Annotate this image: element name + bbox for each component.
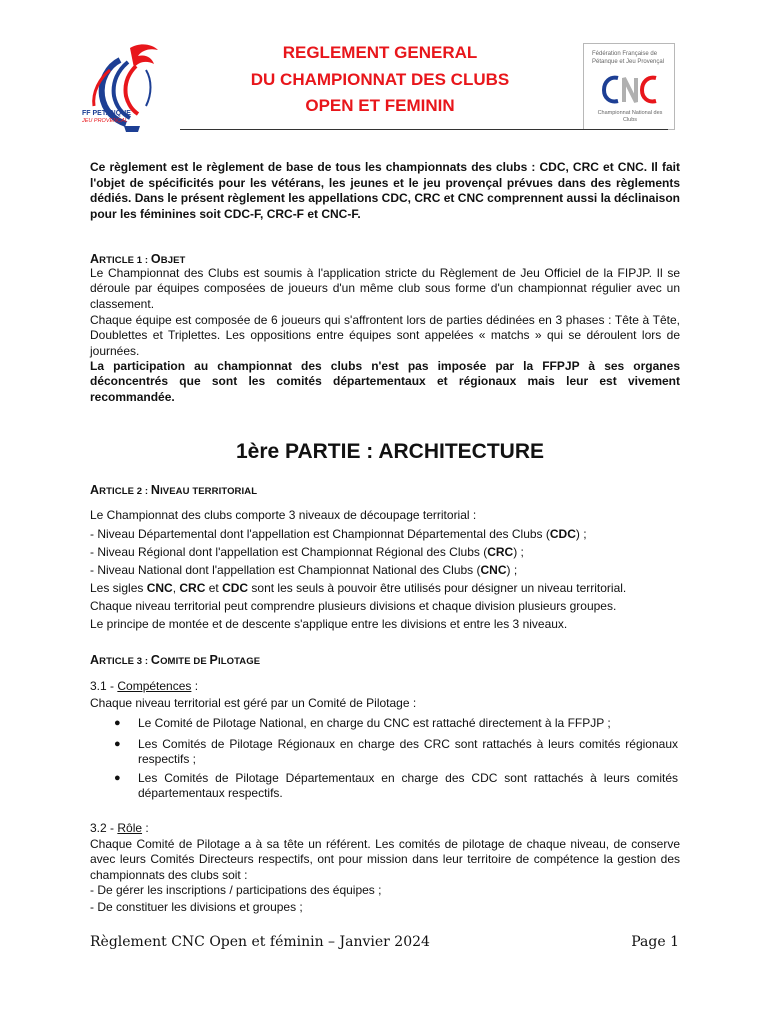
article-2-divisions: Chaque niveau territorial peut comprendre plusieurs divisions et chaque division plusieurs groupes. — [90, 599, 617, 613]
article-2-level-departemental: - Niveau Départemental dont l'appellation est Championnat Départemental des Clubs (CDC) ; — [90, 527, 587, 541]
article-2-sigles: Les sigles CNC, CRC et CDC sont les seuls à pouvoir être utilisés pour désigner un niveau territorial. — [90, 581, 627, 595]
article-2-intro: Le Championnat des clubs comporte 3 niveaux de découpage territorial : — [90, 508, 477, 522]
title-line-2: DU CHAMPIONNAT DES CLUBS — [250, 70, 510, 89]
bullet-item: Les Comités de Pilotage Départementaux en charge des CDC sont rattachés à leurs comités départementaux respectifs. — [138, 771, 678, 801]
article-2-level-regional: - Niveau Régional dont l'appellation est Championnat Régional des Clubs (CRC) ; — [90, 545, 524, 559]
section-3-1-intro: Chaque niveau territorial est géré par un Comité de Pilotage : — [90, 696, 417, 710]
ffpjp-logo — [80, 40, 180, 135]
logo-text-jeu-provencal: JEU PROVENÇAL — [82, 118, 128, 124]
bullet-icon: ● — [114, 738, 121, 750]
bullet-icon: ● — [114, 717, 121, 729]
article-1-paragraph-2: Chaque équipe est composée de 6 joueurs qui s'affrontent lors de parties dédinées en 3 phases : Tête à Tête, Doublettes et Triplettes. Les oppositions entre équipes sont appelées « matchs » qui se déroulent lors de journées. — [90, 313, 680, 358]
cnc-letters-icon — [602, 72, 658, 106]
article-2-montee-descente: Le principe de montée et de descente s'applique entre les divisions et entre les 3 niveaux. — [90, 617, 568, 631]
article-1-paragraph-1: Le Championnat des Clubs est soumis à l'application stricte du Règlement de Jeu Officiel de la FIPJP. Il se déroule par équipes composées de joueurs d'un même club sous forme d'un championnat régulier avec un classement. — [90, 266, 680, 311]
section-3-2-paragraph: Chaque Comité de Pilotage a à sa tête un référent. Les comités de pilotage de chaque niveau, de conserve avec leurs Comités Directeurs respectifs, ont pour mission dans leur territoire de compétence la gestion des championnats des clubs soit : — [90, 837, 680, 882]
section-3-2-item-2: - De constituer les divisions et groupes ; — [90, 900, 303, 914]
logo-text-ffpetanque: FF PETANQUE — [82, 110, 131, 117]
section-3-1-heading: 3.1 - Compétences : — [90, 679, 199, 693]
title-line-1: REGLEMENT GENERAL — [282, 43, 478, 62]
intro-paragraph: Ce règlement est le règlement de base de tous les championnats des clubs : CDC, CRC et CNC. Il fait l'objet de spécificités pour les vétérans, les jeunes et le jeu provençal prévues dans des règlements dédiés. Dans le présent règlement les appellations CDC, CRC et CNC comprennent aussi la déclinaison pour les féminines soit CDC-F, CRC-F et CNC-F. — [90, 160, 680, 221]
article-2-level-national: - Niveau National dont l'appellation est Championnat National des Clubs (CNC) ; — [90, 563, 518, 577]
bullet-item: Les Comités de Pilotage Régionaux en charge des CRC sont rattachés à leurs comités régionaux respectifs ; — [138, 737, 678, 767]
part-1-title: 1ère PARTIE : ARCHITECTURE — [235, 440, 545, 463]
bullet-item: Le Comité de Pilotage National, en charge du CNC est rattaché directement à la FFPJP ; — [138, 716, 611, 730]
article-1-heading: ARTICLE 1 : OBJET — [90, 252, 186, 266]
bullet-icon: ● — [114, 772, 121, 784]
cnc-logo — [583, 43, 675, 130]
page-number: Page 1 — [631, 934, 679, 950]
article-1-paragraph-3: La participation au championnat des clubs n'est pas imposée par la FFPJP à ses organes déconcentrés que sont les comités départementaux et régionaux mais leur est vivement recommandée. — [90, 359, 680, 404]
article-3-heading: ARTICLE 3 : COMITE DE PILOTAGE — [90, 653, 261, 667]
title-line-3: OPEN ET FEMININ — [305, 96, 455, 115]
footer-title: Règlement CNC Open et féminin – Janvier 2024 — [90, 934, 430, 950]
cnc-logo-top-text: Fédération Française de Pétanque et Jeu Provençal — [592, 51, 665, 65]
section-3-2-heading: 3.2 - Rôle : — [90, 821, 149, 835]
cnc-logo-bottom-text: Championnat National des Clubs — [597, 110, 663, 123]
section-3-2-item-1: - De gérer les inscriptions / participations des équipes ; — [90, 883, 382, 897]
header-divider — [180, 129, 668, 130]
article-2-heading: ARTICLE 2 : NIVEAU TERRITORIAL — [90, 483, 258, 497]
